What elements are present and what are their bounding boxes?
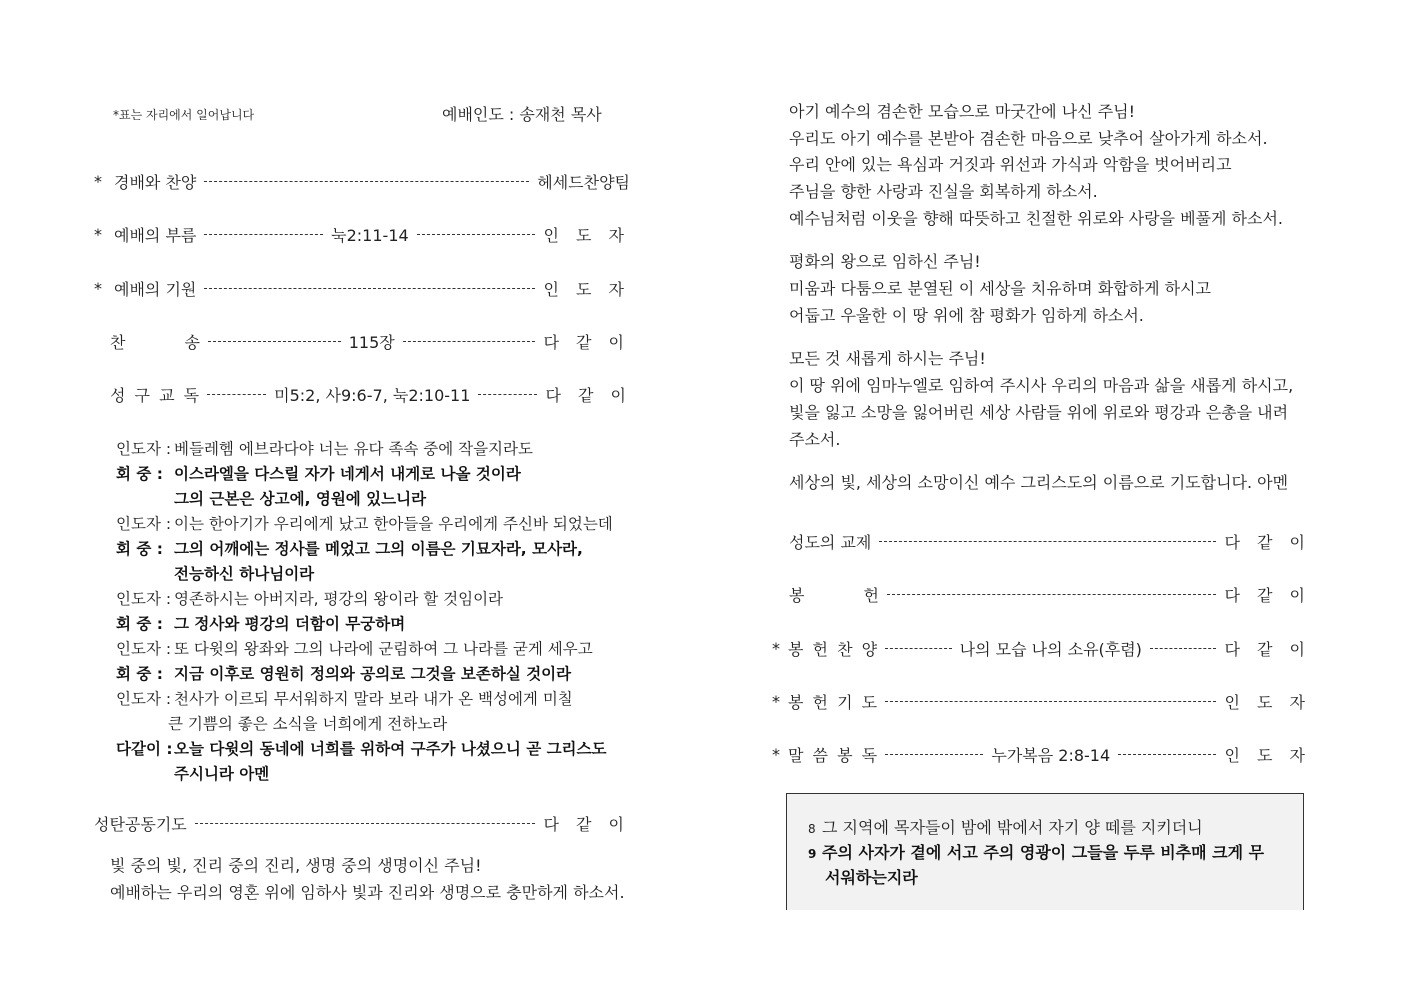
order-who: 인 도 자 [543, 226, 625, 245]
stand-marker: * [772, 692, 780, 711]
order-who: 다 같 이 [545, 386, 626, 405]
order-item [94, 277, 624, 300]
order-item [789, 583, 1305, 606]
reading-line [116, 637, 593, 659]
order-who: 다 같 이 [543, 333, 625, 352]
reading-label: 인도자 : [116, 690, 172, 708]
order-who: 다 같 이 [543, 815, 624, 834]
reading-line [116, 587, 503, 609]
verse-number: 8 [808, 822, 816, 836]
order-who: 다 같 이 [1224, 586, 1305, 605]
prayer-line: 어둡고 우울한 이 땅 위에 참 평화가 임하게 하소서. [789, 306, 1144, 325]
reading-text: 천사가 이르되 무서워하지 말라 보라 내가 온 백성에게 미칠 [174, 690, 573, 708]
reading-text: 지금 이후로 영원히 정의와 공의로 그것을 보존하실 것이라 [174, 665, 572, 683]
order-item [772, 690, 1305, 713]
order-item [772, 743, 1305, 766]
order-title: 예배의 부름 [114, 226, 197, 245]
order-who: 인 도 자 [543, 280, 624, 299]
prayer-line: 예수님처럼 이웃을 향해 따뜻하고 친절한 위로와 사랑을 베풀게 하소서. [789, 209, 1283, 228]
order-title: 성도의 교제 [789, 533, 872, 552]
prayer-line: 평화의 왕으로 임하신 주님! [789, 252, 981, 271]
stand-note: *표는 자리에서 일어납니다 [113, 108, 255, 122]
leader-line [478, 394, 537, 395]
leader-line [885, 648, 952, 649]
prayer-line: 아기 예수의 겸손한 모습으로 마굿간에 나신 주님! [789, 102, 1136, 121]
prayer-line: 주소서. [789, 430, 841, 449]
verse-text: 그 지역에 목자들이 밤에 밖에서 자기 양 떼를 지키더니 [822, 818, 1203, 837]
order-item [789, 530, 1305, 553]
prayer-line: 우리도 아기 예수를 본받아 겸손한 마음으로 낮추어 살아가게 하소서. [789, 129, 1268, 148]
order-item [110, 330, 624, 353]
prayer-line: 빛을 잃고 소망을 잃어버린 세상 사람들 위에 위로와 평강과 은총을 내려 [789, 403, 1289, 422]
leader-line [879, 541, 1216, 542]
leader-line [417, 234, 536, 235]
reading-text: 또 다윗의 왕좌와 그의 나라에 군림하여 그 나라를 굳게 세우고 [174, 640, 593, 658]
leader-line [204, 181, 529, 182]
reading-line [116, 687, 573, 709]
prayer-line: 세상의 빛, 세상의 소망이신 예수 그리스도의 이름으로 기도합니다. 아멘 [789, 473, 1289, 492]
leader-line [204, 234, 323, 235]
reading-line: 전능하신 하나님이라 [174, 565, 315, 583]
order-title: 예배의 기원 [114, 280, 197, 299]
reading-line: 큰 기쁨의 좋은 소식을 너희에게 전하노라 [168, 715, 448, 733]
verse-line-continued: 서워하는지라 [825, 868, 918, 887]
order-middle: 누가복음 2:8-14 [991, 746, 1111, 765]
reading-text: 오늘 다윗의 동네에 너희를 위하여 구주가 나셨으니 곧 그리스도 [174, 740, 607, 758]
order-title: 찬 송 [110, 333, 200, 352]
verse-line [808, 840, 1264, 863]
stand-marker: * [94, 279, 102, 298]
order-title: 경배와 찬양 [114, 173, 197, 192]
reading-text: 영존하시는 아버지라, 평강의 왕이라 할 것임이라 [174, 590, 504, 608]
leader-line [195, 823, 536, 824]
order-item [94, 223, 624, 246]
leader-line [208, 341, 341, 342]
reading-label: 다같이 : [116, 740, 173, 758]
order-who: 인 도 자 [1224, 693, 1305, 712]
leader-line [885, 754, 983, 755]
reading-label: 인도자 : [116, 515, 172, 533]
stand-marker: * [94, 225, 102, 244]
reading-text: 그의 어깨에는 정사를 메었고 그의 이름은 기묘자라, 모사라, [174, 540, 583, 558]
reading-text: 베들레헴 에브라다야 너는 유다 족속 중에 작을지라도 [174, 440, 533, 458]
reading-label: 회 중 : [116, 615, 163, 633]
order-title: 봉 헌 기 도 [788, 693, 878, 712]
reading-line [116, 612, 405, 634]
order-item [94, 812, 624, 835]
order-who: 다 같 이 [1224, 533, 1305, 552]
reading-label: 회 중 : [116, 665, 163, 683]
order-middle: 눅2:11-14 [331, 226, 409, 245]
verse-number: 9 [808, 847, 817, 861]
reading-line [116, 537, 583, 559]
leader-line [1150, 648, 1217, 649]
order-who: 헤세드찬양팀 [537, 173, 630, 192]
order-item [772, 637, 1305, 660]
order-item [94, 170, 630, 193]
reading-line [116, 662, 571, 684]
reading-line [116, 437, 533, 459]
prayer-line: 모든 것 새롭게 하시는 주님! [789, 349, 986, 368]
reading-text: 이는 한아기가 우리에게 났고 한아들을 우리에게 주신바 되었는데 [174, 515, 613, 533]
leader-line [403, 341, 536, 342]
reading-label: 회 중 : [116, 465, 163, 483]
leader-line [885, 701, 1216, 702]
reading-text: 이스라엘을 다스릴 자가 네게서 내게로 나올 것이라 [174, 465, 521, 483]
scripture-box [786, 793, 1304, 910]
leader-line [204, 288, 535, 289]
order-middle: 나의 모습 나의 소유(후렴) [959, 640, 1142, 659]
leader-line [1118, 754, 1216, 755]
reading-line [116, 737, 606, 759]
order-title: 말 씀 봉 독 [788, 746, 878, 765]
order-who: 다 같 이 [1224, 640, 1306, 659]
reading-label: 회 중 : [116, 540, 163, 558]
reading-text: 그 정사와 평강의 더함이 무궁하며 [174, 615, 406, 633]
leader-line [887, 594, 1216, 595]
worship-leader: 예배인도 : 송재천 목사 [442, 105, 602, 124]
order-title: 봉 헌 찬 양 [788, 640, 878, 659]
prayer-line: 우리 안에 있는 욕심과 거짓과 위선과 가식과 악함을 벗어버리고 [789, 155, 1232, 174]
prayer-line: 빛 중의 빛, 진리 중의 진리, 생명 중의 생명이신 주님! [110, 856, 482, 875]
order-title: 성탄공동기도 [94, 815, 187, 834]
verse-line [808, 815, 1203, 838]
stand-marker: * [772, 639, 780, 658]
order-middle: 115장 [348, 333, 395, 352]
order-middle: 미5:2, 사9:6-7, 눅2:10-11 [274, 386, 471, 405]
stand-marker: * [94, 172, 102, 191]
reading-line: 그의 근본은 상고에, 영원에 있느니라 [174, 490, 427, 508]
order-item [110, 383, 626, 406]
order-title: 성 구 교 독 [110, 386, 200, 405]
leader-line [207, 394, 266, 395]
stand-marker: * [772, 745, 780, 764]
reading-line [116, 512, 613, 534]
prayer-line: 주님을 향한 사랑과 진실을 회복하게 하소서. [789, 182, 1098, 201]
reading-line [116, 462, 521, 484]
reading-label: 인도자 : [116, 640, 172, 658]
order-who: 인 도 자 [1224, 746, 1305, 765]
reading-line: 주시니라 아멘 [174, 765, 270, 783]
prayer-line: 예배하는 우리의 영혼 위에 임하사 빛과 진리와 생명으로 충만하게 하소서. [110, 883, 625, 902]
verse-text: 주의 사자가 곁에 서고 주의 영광이 그들을 두루 비추매 크게 무 [822, 843, 1265, 862]
reading-label: 인도자 : [116, 590, 172, 608]
reading-label: 인도자 : [116, 440, 172, 458]
order-title: 봉 헌 [789, 586, 879, 605]
prayer-line: 이 땅 위에 임마누엘로 임하여 주시사 우리의 마음과 삶을 새롭게 하시고, [789, 376, 1294, 395]
prayer-line: 미움과 다툼으로 분열된 이 세상을 치유하며 화합하게 하시고 [789, 279, 1212, 298]
